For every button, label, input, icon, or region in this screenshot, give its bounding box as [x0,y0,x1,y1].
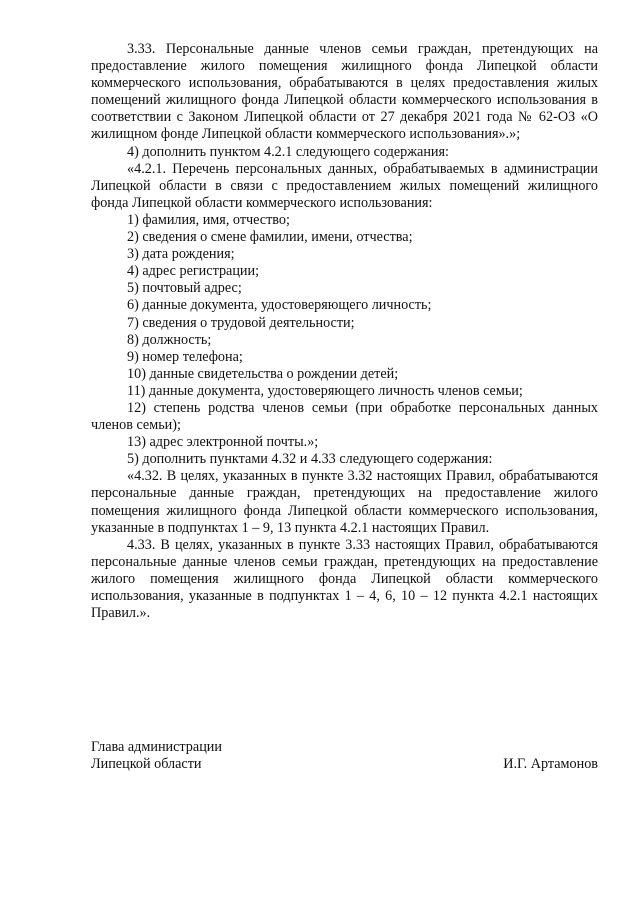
paragraph-amendment-5: 5) дополнить пунктами 4.32 и 4.33 следующего содержания: [127,451,493,468]
signature-row [91,756,598,773]
list-item-11: 11) данные документа, удостоверяющего личность членов семьи; [127,382,523,399]
list-item-12: 12) степень родства членов семьи (при обработке персональных данных членов семьи); [91,399,598,434]
list-item-2: 2) сведения о смене фамилии, имени, отчества; [127,229,413,246]
paragraph-3-33: 3.33. Персональные данные членов семьи граждан, претендующих на предоставление жилого помещения жилищного фонда Липецкой области коммерческого использования, обрабатываются в целях предоставления жилых помещений жилищного фонда Липецкой области коммерческого использования в соответствии с Законом Липецкой области от 27 декабря 2021 года № 62-ОЗ «О жилищном фонде Липецкой области коммерческого использования».»; [91,41,598,143]
signature-block [91,739,598,773]
list-item-6: 6) данные документа, удостоверяющего личность; [127,297,432,314]
list-item-5: 5) почтовый адрес; [127,280,242,297]
document-body [91,41,598,622]
list-item-7: 7) сведения о трудовой деятельности; [127,314,355,331]
signatory-position-line2: Липецкой области [91,756,202,773]
list-item-9: 9) номер телефона; [127,348,243,365]
paragraph-4-32: «4.32. В целях, указанных в пункте 3.32 настоящих Правил, обрабатываются персональные данные граждан, претендующих на предоставление жилого помещения жилищного фонда Липецкой области коммерческого использования, указанные в подпунктах 1 – 9, 13 пункта 4.2.1 настоящих Правил. [91,468,598,536]
signatory-name: И.Г. Артамонов [503,756,598,773]
list-item-8: 8) должность; [127,331,212,348]
list-item-10: 10) данные свидетельства о рождении детей; [127,365,399,382]
list-item-13: 13) адрес электронной почты.»; [127,434,319,451]
signatory-position-line1: Глава администрации [91,739,222,755]
paragraph-4-2-1-intro: «4.2.1. Перечень персональных данных, обрабатываемых в администрации Липецкой области в связи с предоставлением жилых помещений жилищного фонда Липецкой области коммерческого использования: [91,160,598,211]
paragraph-4-33: 4.33. В целях, указанных в пункте 3.33 настоящих Правил, обрабатываются персональные данные членов семьи граждан, претендующих на предоставление жилого помещения жилищного фонда Липецкой области коммерческого использования, указанные в подпунктах 1 – 4, 6, 10 – 12 пункта 4.2.1 настоящих Правил.». [91,536,598,622]
list-item-3: 3) дата рождения; [127,246,235,263]
list-item-1: 1) фамилия, имя, отчество; [127,211,290,228]
list-item-4: 4) адрес регистрации; [127,263,260,280]
paragraph-amendment-4: 4) дополнить пунктом 4.2.1 следующего содержания: [127,143,449,160]
